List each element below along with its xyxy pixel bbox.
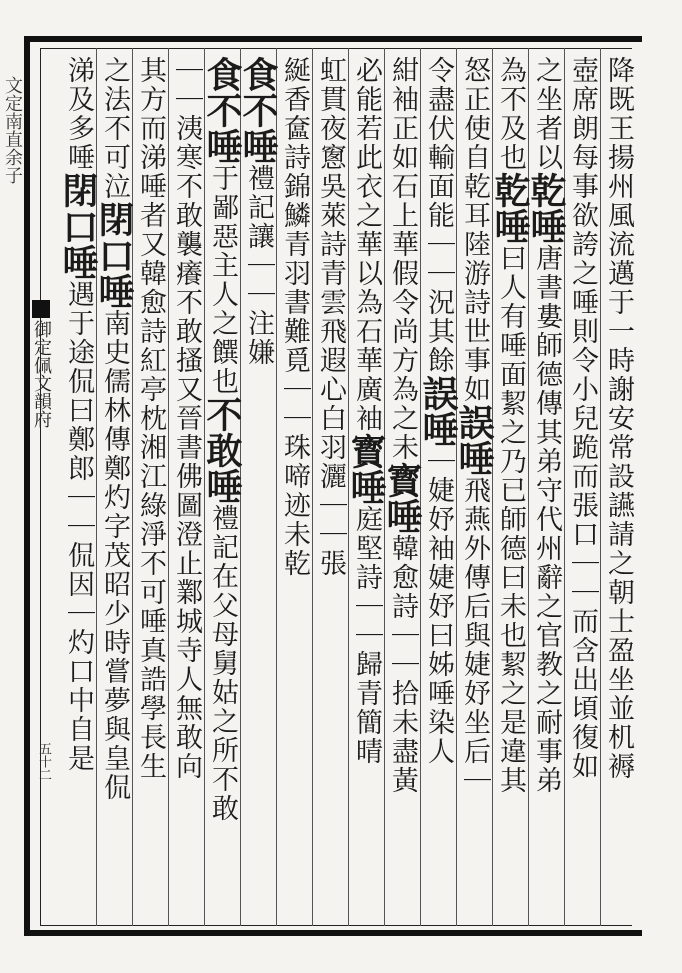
book-title: 御定佩文韻府 [31, 320, 52, 428]
headword: 寳唾 [381, 462, 423, 534]
text-column [347, 56, 385, 916]
text-segment: 婕妤袖婕妤曰姊唾染人 [423, 476, 454, 766]
headword: 不敢唾 [201, 396, 243, 504]
text-segment: ｜｜ [279, 375, 310, 433]
text-segment: 為不及也 [495, 56, 526, 172]
text-column [527, 56, 565, 916]
text-segment: 之坐者以 [531, 56, 562, 172]
text-segment: 之法不可泣 [99, 56, 130, 201]
text-segment: ｜｜ [171, 56, 202, 114]
text-segment: 飛燕外傳后與婕妤坐后 [459, 476, 490, 766]
text-segment: 灼口中自是 [63, 628, 94, 773]
text-segment: ｜｜ [423, 230, 454, 288]
text-segment: ｜｜ [63, 483, 94, 541]
text-column [275, 56, 313, 916]
text-segment: 注嫌 [243, 309, 274, 367]
text-segment: ｜ [459, 766, 490, 795]
headword: 乾唾 [489, 172, 531, 244]
text-column [167, 56, 205, 916]
text-segment: ｜｜ [387, 621, 418, 679]
headword: 閉口唾 [93, 201, 135, 309]
text-segment: 降既王揚州風流邁于一時謝安常設讌請之朝士盈坐並机褥 [603, 56, 634, 781]
text-segment: 于鄙惡主人之饌也 [207, 164, 238, 396]
text-segment: 唐書婁師德傳其弟守代州辭之官教之耐事弟 [531, 244, 562, 795]
text-column [131, 56, 169, 916]
text-segment: 遇于途侃曰鄭郎 [63, 280, 94, 483]
text-segment: ｜｜ [351, 592, 382, 650]
text-column [419, 56, 457, 916]
text-segment: 禮記在父母舅姑之所不敢 [207, 504, 238, 823]
headword: 閉口唾 [57, 172, 99, 280]
text-segment: 其方而涕唾者又韓愈詩紅亭枕湘江綠淨不可唾真誥學長生 [135, 56, 166, 781]
text-column [311, 56, 349, 916]
text-segment: 綖香奩詩錦鱗青羽書難覓 [279, 56, 310, 375]
text-segment: ｜ [63, 599, 94, 628]
headword: 乾唾 [525, 172, 567, 244]
text-segment: 禮記讓 [243, 164, 274, 251]
text-segment: 曰人有唾面絜之乃已師德曰未也絜之是違其 [495, 244, 526, 795]
text-segment: 歸青簡晴 [351, 650, 382, 766]
text-segment: ｜｜ [567, 549, 598, 607]
page-number: 五十二 [36, 742, 51, 781]
text-column [203, 56, 241, 916]
headword: 食不唾 [237, 56, 279, 164]
text-column [599, 56, 637, 916]
text-column [455, 56, 493, 916]
text-segment: 珠啼迹未乾 [279, 433, 310, 578]
text-segment: 壺席朗每事欲誇之唾則令小兒跪而張口 [567, 56, 598, 549]
headword: 誤唾 [417, 375, 459, 447]
text-segment: 張 [315, 549, 346, 578]
text-segment: 必能若此衣之華以為石華廣袖 [351, 56, 382, 433]
text-segment: 怒正使自乾耳陸游詩世事如 [459, 56, 490, 404]
text-column [491, 56, 529, 916]
text-segment: ｜｜ [243, 251, 274, 309]
text-column [59, 56, 97, 916]
text-segment: 拾未盡黃 [387, 679, 418, 795]
left-margin [0, 36, 24, 936]
text-segment: 令盡伏輸面能 [423, 56, 454, 230]
text-segment: 庭堅詩 [351, 505, 382, 592]
text-segment: 虹貫夜窻吳萊詩青雲飛遐心白羽灑 [315, 56, 346, 491]
text-segment: 韓愈詩 [387, 534, 418, 621]
text-segment: 而含出頃復如 [567, 607, 598, 781]
text-segment: 洟寒不敢襲癢不敢搔又晉書佛圖澄止鄴城寺人無敢向 [171, 114, 202, 781]
headword: 食不唾 [201, 56, 243, 164]
text-segment: ｜｜ [315, 491, 346, 549]
text-column [239, 56, 277, 916]
fishtail-mark [32, 300, 50, 318]
margin-side-text: 文定南直余子 [2, 76, 23, 184]
text-segment: 況其餘 [423, 288, 454, 375]
text-column [383, 56, 421, 916]
headword: 誤唾 [453, 404, 495, 476]
text-segment: 紺袖正如石上華假令尚方為之未 [387, 56, 418, 462]
text-segment: 侃因 [63, 541, 94, 599]
headword: 寳唾 [345, 433, 387, 505]
text-column [95, 56, 133, 916]
text-segment: 南史儒林傳鄭灼字茂昭少時嘗夢與皇侃 [99, 309, 130, 802]
text-segment: ｜ [423, 447, 454, 476]
text-segment: 涕及多唾 [63, 56, 94, 172]
text-column [563, 56, 601, 916]
